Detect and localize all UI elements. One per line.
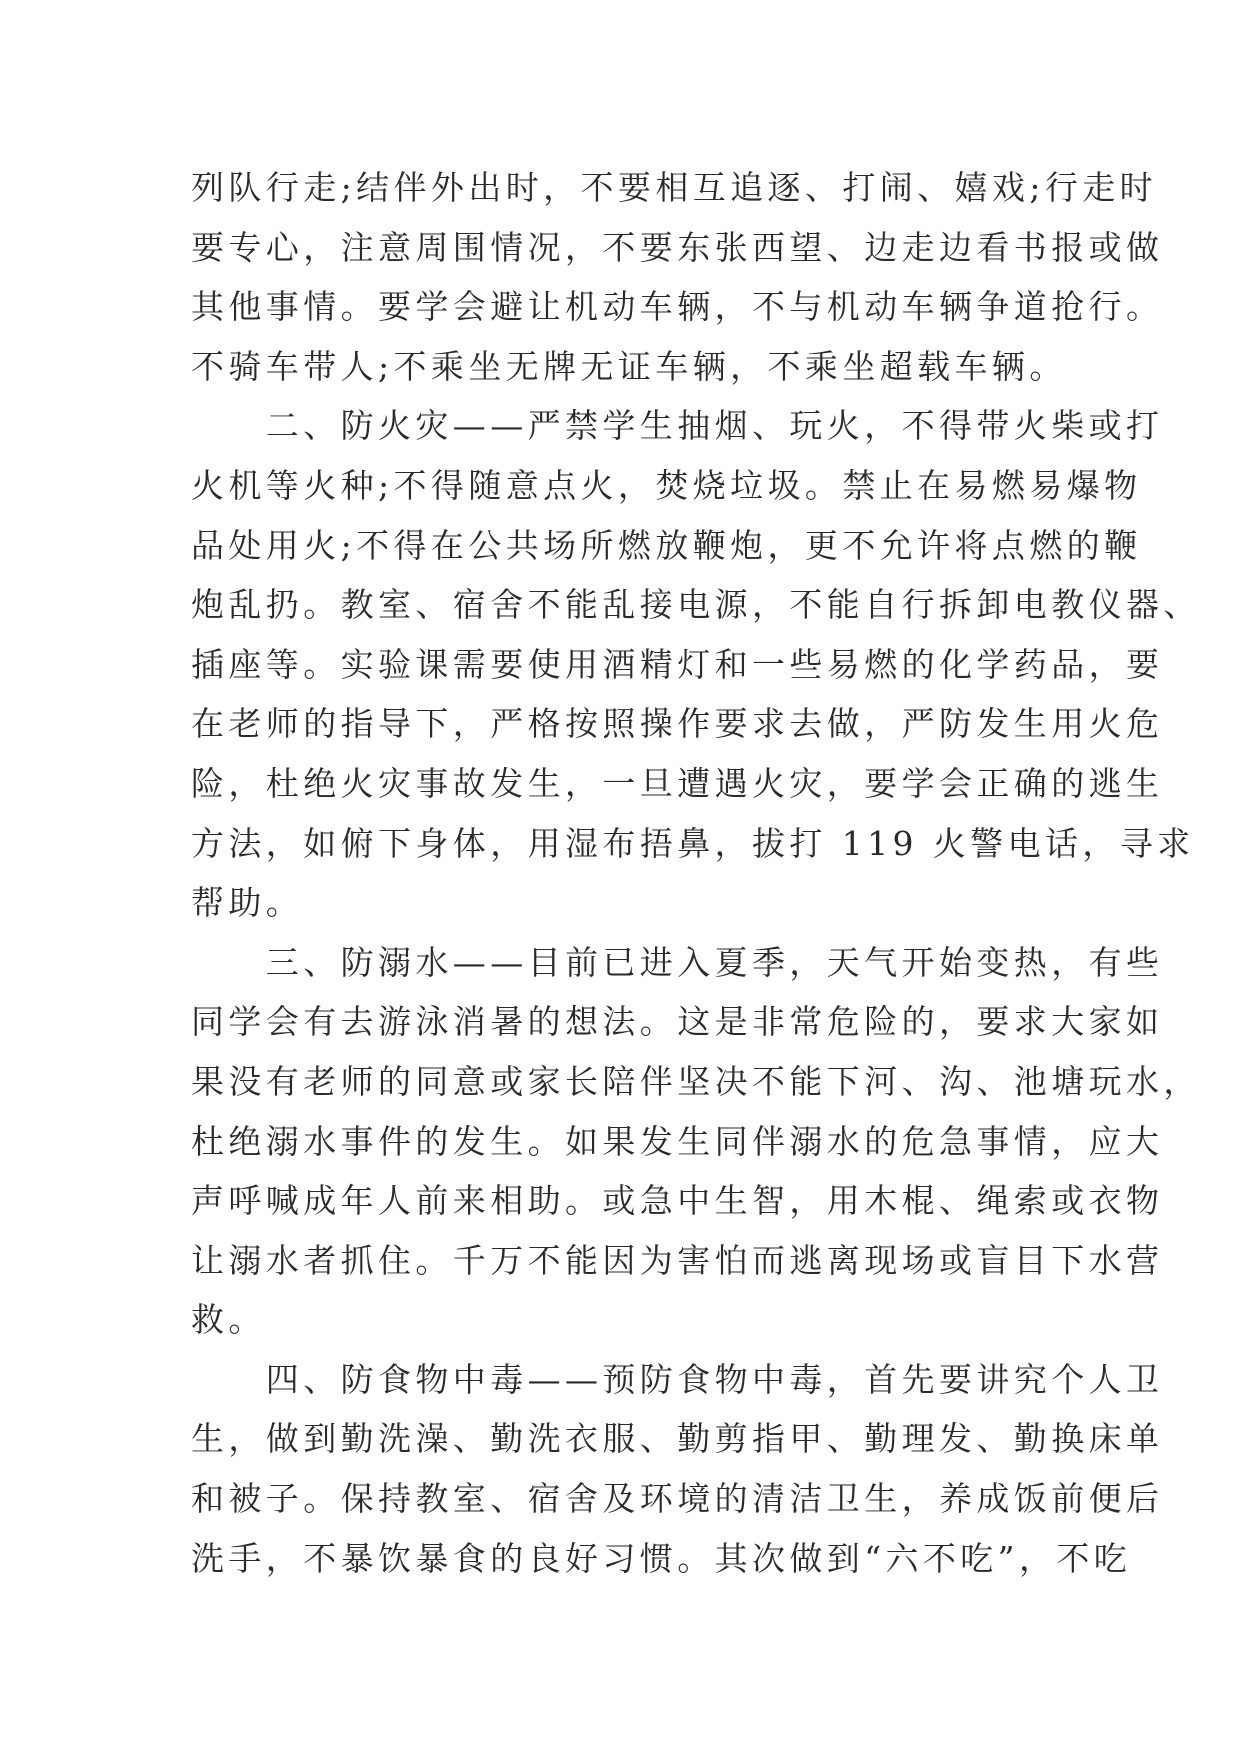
text-line: 声呼喊成年人前来相助。或急中生智，用木棍、绳索或衣物 [191, 1181, 1164, 1221]
text-line: 炮乱扔。教室、宿舍不能乱接电源，不能自行拆卸电教仪器、 [191, 585, 1201, 625]
text-line: 让溺水者抓住。千万不能因为害怕而逃离现场或盲目下水营 [191, 1240, 1164, 1280]
text-line: 插座等。实验课需要使用酒精灯和一些易燃的化学药品，要 [191, 644, 1164, 684]
text-line: 在老师的指导下，严格按照操作要求去做，严防发生用火危 [191, 704, 1164, 744]
text-line: 二、防火灾——严禁学生抽烟、玩火，不得带火柴或打 [191, 406, 1164, 446]
text-line: 不骑车带人;不乘坐无牌无证车辆，不乘坐超载车辆。 [191, 346, 1067, 386]
text-line: 洗手，不暴饮暴食的良好习惯。其次做到“六不吃”，不吃 [191, 1538, 1132, 1578]
text-line: 品处用火;不得在公共场所燃放鞭炮，更不允许将点燃的鞭 [191, 525, 1142, 565]
body-text [191, 158, 1201, 1588]
text-line: 四、防食物中毒——预防食物中毒，首先要讲究个人卫 [191, 1359, 1164, 1399]
text-line: 列队行走;结伴外出时，不要相互追逐、打闹、嬉戏;行走时 [191, 168, 1158, 207]
text-line: 要专心，注意周围情况，不要东张西望、边走边看书报或做 [191, 227, 1164, 267]
text-line: 和被子。保持教室、宿舍及环境的清洁卫生，养成饭前便后 [191, 1479, 1164, 1519]
text-line: 杜绝溺水事件的发生。如果发生同伴溺水的危急事情，应大 [191, 1121, 1164, 1161]
text-line: 果没有老师的同意或家长陪伴坚决不能下河、沟、池塘玩水， [191, 1061, 1201, 1101]
text-line: 险，杜绝火灾事故发生，一旦遭遇火灾，要学会正确的逃生 [191, 763, 1164, 803]
text-line: 同学会有去游泳消暑的想法。这是非常危险的，要求大家如 [191, 1002, 1164, 1042]
text-line: 其他事情。要学会避让机动车辆，不与机动车辆争道抢行。 [191, 287, 1164, 327]
text-line: 救。 [191, 1300, 266, 1340]
text-line: 生，做到勤洗澡、勤洗衣服、勤剪指甲、勤理发、勤换床单 [191, 1419, 1164, 1459]
text-line: 帮助。 [191, 883, 304, 923]
text-line: 方法，如俯下身体，用湿布捂鼻，拔打 119 火警电话，寻求 [191, 823, 1195, 863]
text-line: 三、防溺水——目前已进入夏季，天气开始变热，有些 [191, 942, 1164, 982]
text-line: 火机等火种;不得随意点火，焚烧垃圾。禁止在易燃易爆物 [191, 465, 1142, 505]
